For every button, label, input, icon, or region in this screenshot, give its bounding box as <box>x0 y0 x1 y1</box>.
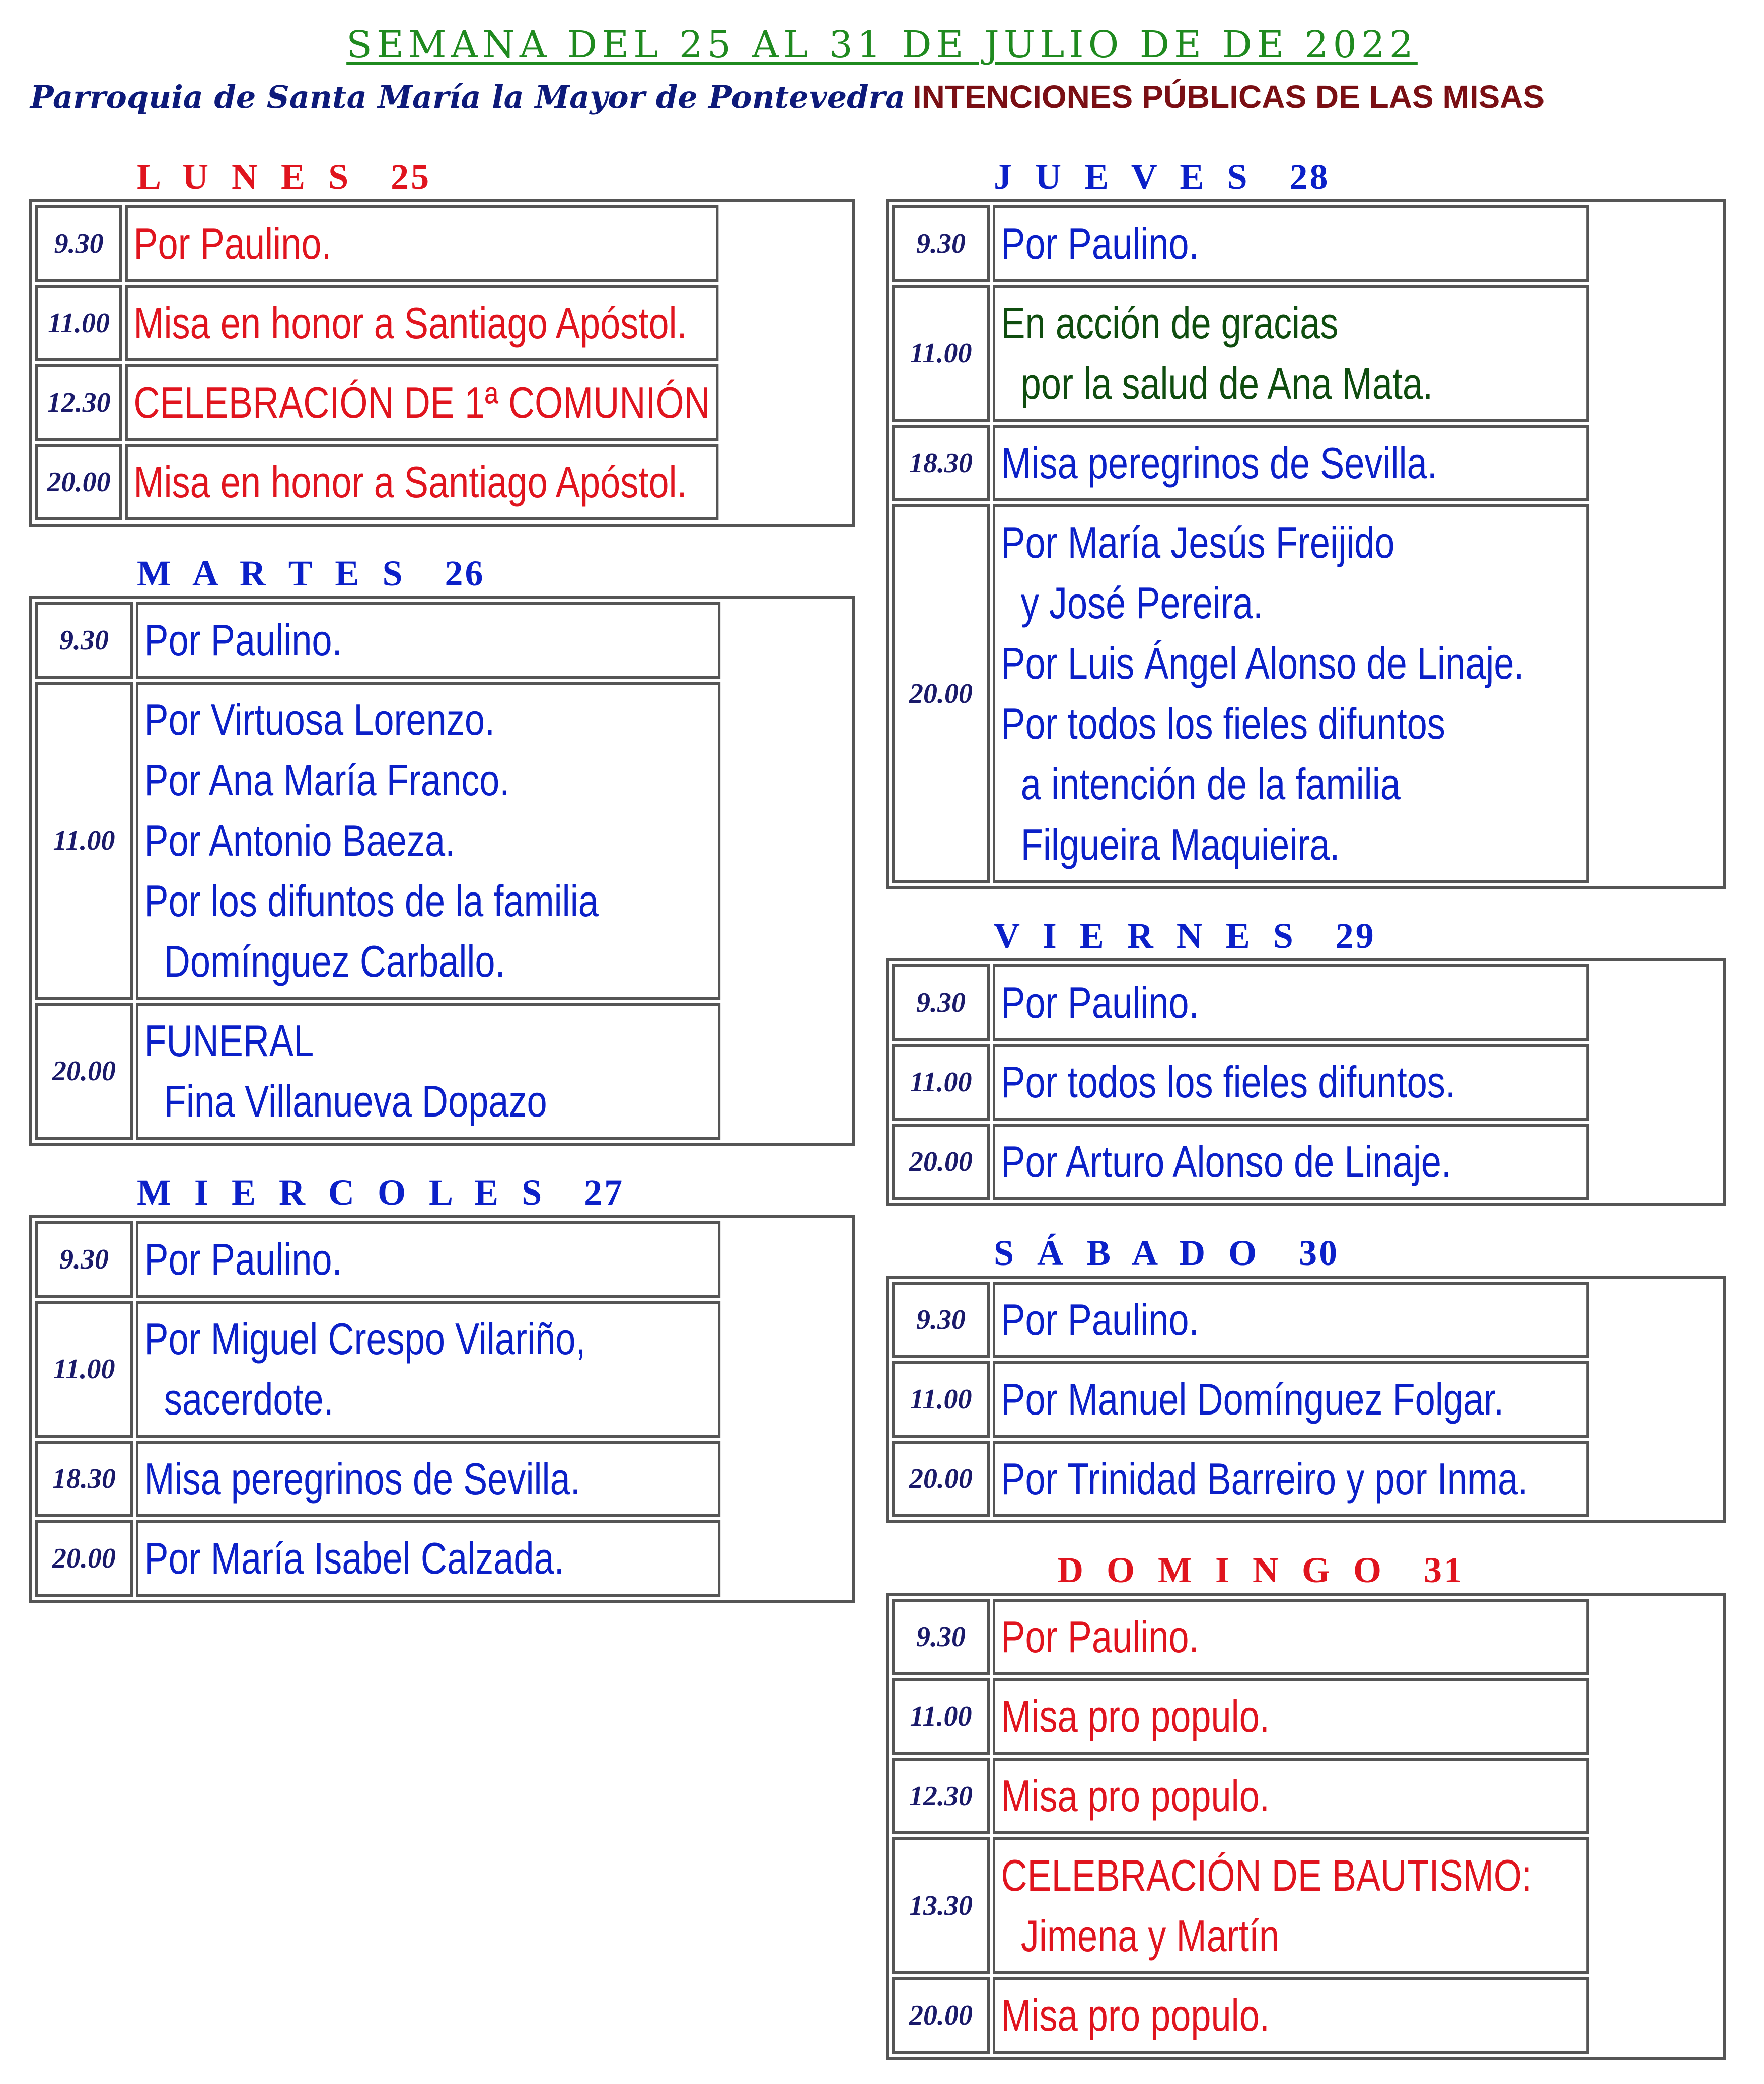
intention-line: Por Virtuosa Lorenzo. <box>144 695 495 745</box>
mass-schedule-table <box>886 1593 1726 2060</box>
table-row <box>35 285 849 361</box>
table-row <box>35 682 849 1000</box>
mass-time: 20.00 <box>892 1124 990 1200</box>
day-name: M I E R C O L E S <box>137 1172 549 1213</box>
title-text: SEMANA DEL 25 AL 31 DE JULIO DE DE 2022 <box>346 23 1418 66</box>
table-row <box>35 364 849 441</box>
table-row <box>35 444 849 520</box>
mass-time: 11.00 <box>892 1361 990 1438</box>
mass-time: 13.30 <box>892 1837 990 1974</box>
mass-intention <box>125 285 718 361</box>
table-row <box>892 1977 1720 2054</box>
mass-intention <box>136 1441 720 1517</box>
day-header <box>886 913 1726 958</box>
mass-time: 9.30 <box>892 1599 990 1675</box>
mass-schedule-table <box>886 1276 1726 1523</box>
day-number: 31 <box>1423 1550 1464 1590</box>
mass-schedule-table <box>886 958 1726 1206</box>
intention-line: Por Paulino. <box>1001 1295 1199 1345</box>
intention-line: Por Paulino. <box>1001 218 1199 268</box>
mass-time: 11.00 <box>35 285 122 361</box>
intention-line: Por María Isabel Calzada. <box>144 1533 564 1583</box>
intention-line: Por todos los fieles difuntos <box>1001 699 1445 749</box>
mass-time: 20.00 <box>35 444 122 520</box>
mass-time: 11.00 <box>892 1044 990 1121</box>
intention-line: En acción de gracias <box>1001 298 1339 348</box>
mass-intention <box>993 504 1589 883</box>
intention-line: sacerdote. <box>164 1374 334 1424</box>
intention-line: Por Ana María Franco. <box>144 755 510 805</box>
mass-intention <box>136 1221 720 1298</box>
mass-intention <box>993 425 1589 501</box>
table-row <box>892 1044 1720 1121</box>
intention-line: Misa pro populo. <box>1001 1990 1270 2040</box>
mass-time: 9.30 <box>35 205 122 282</box>
intention-line: Por Paulino. <box>144 1234 342 1284</box>
table-row <box>35 205 849 282</box>
intention-line: Misa peregrinos de Sevilla. <box>1001 438 1437 488</box>
table-row <box>892 1124 1720 1200</box>
day-number: 29 <box>1335 916 1376 956</box>
table-row <box>892 1361 1720 1438</box>
mass-time: 18.30 <box>35 1441 133 1517</box>
right-column <box>886 154 1726 2084</box>
mass-time: 20.00 <box>892 1441 990 1517</box>
table-row <box>892 504 1720 883</box>
mass-intention <box>993 285 1589 422</box>
mass-time: 12.30 <box>892 1758 990 1834</box>
intention-line: Misa peregrinos de Sevilla. <box>144 1454 580 1504</box>
mass-intention <box>125 205 718 282</box>
mass-intention <box>993 1678 1589 1755</box>
mass-intention <box>136 602 720 679</box>
mass-time: 11.00 <box>35 682 133 1000</box>
intention-line: Por Manuel Domínguez Folgar. <box>1001 1374 1504 1424</box>
mass-time: 9.30 <box>892 205 990 282</box>
day-header <box>29 551 855 596</box>
subtitle-line <box>30 81 1545 113</box>
intention-line: Por Paulino. <box>144 615 342 665</box>
mass-intention <box>993 1441 1589 1517</box>
intention-line: Por Paulino. <box>1001 978 1199 1027</box>
table-row <box>892 425 1720 501</box>
mass-intention <box>993 1758 1589 1834</box>
table-row <box>892 1441 1720 1517</box>
intenciones-heading: INTENCIONES PÚBLICAS DE LAS MISAS <box>912 79 1545 115</box>
mass-intention <box>993 1361 1589 1438</box>
intention-line: Misa en honor a Santiago Apóstol. <box>133 298 687 348</box>
table-row <box>35 1441 849 1517</box>
mass-time: 20.00 <box>35 1520 133 1597</box>
table-row <box>892 964 1720 1041</box>
day-header <box>886 1230 1726 1276</box>
table-row <box>892 1678 1720 1755</box>
intention-line: CELEBRACIÓN DE 1ª COMUNIÓN <box>133 378 710 427</box>
mass-intention <box>993 1282 1589 1358</box>
day-header <box>29 154 855 199</box>
day-name: S Á B A D O <box>994 1233 1264 1273</box>
mass-time: 9.30 <box>35 602 133 679</box>
intention-line: Fina Villanueva Dopazo <box>164 1076 547 1126</box>
table-row <box>892 1599 1720 1675</box>
day-header <box>29 1170 855 1215</box>
mass-time: 20.00 <box>35 1003 133 1140</box>
mass-time: 20.00 <box>892 504 990 883</box>
intention-line: Por Trinidad Barreiro y por Inma. <box>1001 1454 1528 1504</box>
mass-schedule-table <box>29 1215 855 1603</box>
mass-intention <box>993 205 1589 282</box>
table-row <box>892 285 1720 422</box>
day-header <box>886 1547 1726 1593</box>
intention-line: por la salud de Ana Mata. <box>1020 358 1433 408</box>
intention-line: Por Paulino. <box>1001 1612 1199 1662</box>
mass-intention <box>136 1003 720 1140</box>
table-row <box>35 1301 849 1438</box>
mass-intention <box>993 1837 1589 1974</box>
table-row <box>35 1221 849 1298</box>
mass-time: 11.00 <box>35 1301 133 1438</box>
intention-line: a intención de la familia <box>1020 759 1401 809</box>
mass-intention <box>993 1599 1589 1675</box>
day-number: 27 <box>584 1172 625 1213</box>
mass-time: 11.00 <box>892 285 990 422</box>
intention-line: Por Antonio Baeza. <box>144 815 456 865</box>
mass-time: 12.30 <box>35 364 122 441</box>
table-row <box>35 1003 849 1140</box>
intention-line: Por Paulino. <box>133 218 332 268</box>
intention-line: Filgueira Maquieira. <box>1020 820 1340 869</box>
day-name: D O M I N G O <box>1057 1550 1388 1590</box>
intention-line: Por María Jesús Freijido <box>1001 517 1395 567</box>
mass-schedule-table <box>29 596 855 1146</box>
page-title <box>0 23 1764 66</box>
parish-name: Parroquia de Santa María la Mayor de Pontevedra <box>30 79 906 115</box>
intention-line: Misa en honor a Santiago Apóstol. <box>133 457 687 507</box>
mass-time: 20.00 <box>892 1977 990 2054</box>
left-column <box>29 154 855 1627</box>
mass-intention <box>136 1301 720 1438</box>
mass-schedule-table <box>886 199 1726 889</box>
intention-line: Por Miguel Crespo Vilariño, <box>144 1314 586 1364</box>
intention-line: Misa pro populo. <box>1001 1691 1270 1741</box>
day-name: L U N E S <box>137 157 356 197</box>
day-name: V I E R N E S <box>994 916 1300 956</box>
day-name: M A R T E S <box>137 553 410 593</box>
intention-line: Domínguez Carballo. <box>164 936 505 986</box>
intention-line: Por los difuntos de la familia <box>144 876 599 926</box>
table-row <box>892 1282 1720 1358</box>
table-row <box>892 1758 1720 1834</box>
mass-intention <box>136 682 720 1000</box>
mass-intention <box>125 444 718 520</box>
intention-line: Misa pro populo. <box>1001 1771 1270 1821</box>
intention-line: CELEBRACIÓN DE BAUTISMO: <box>1001 1850 1532 1900</box>
mass-intention <box>136 1520 720 1597</box>
mass-time: 9.30 <box>892 964 990 1041</box>
intention-line: Jimena y Martín <box>1020 1911 1280 1961</box>
day-number: 30 <box>1299 1233 1340 1273</box>
table-row <box>892 1837 1720 1974</box>
mass-schedule-table <box>29 199 855 527</box>
mass-intention <box>993 1124 1589 1200</box>
mass-time: 9.30 <box>35 1221 133 1298</box>
day-number: 26 <box>445 553 485 593</box>
mass-time: 9.30 <box>892 1282 990 1358</box>
day-name: J U E V E S <box>994 157 1255 197</box>
table-row <box>892 205 1720 282</box>
day-header <box>886 154 1726 199</box>
mass-intention <box>993 1977 1589 2054</box>
intention-line: Por Arturo Alonso de Linaje. <box>1001 1137 1451 1186</box>
intention-line: FUNERAL <box>144 1016 314 1066</box>
mass-intention <box>993 964 1589 1041</box>
mass-intention <box>125 364 718 441</box>
intention-line: Por Luis Ángel Alonso de Linaje. <box>1001 638 1524 688</box>
mass-time: 18.30 <box>892 425 990 501</box>
table-row <box>35 602 849 679</box>
table-row <box>35 1520 849 1597</box>
intention-line: Por todos los fieles difuntos. <box>1001 1057 1455 1107</box>
mass-time: 11.00 <box>892 1678 990 1755</box>
intention-line: y José Pereira. <box>1020 578 1264 628</box>
mass-intention <box>993 1044 1589 1121</box>
day-number: 25 <box>391 157 431 197</box>
day-number: 28 <box>1289 157 1330 197</box>
